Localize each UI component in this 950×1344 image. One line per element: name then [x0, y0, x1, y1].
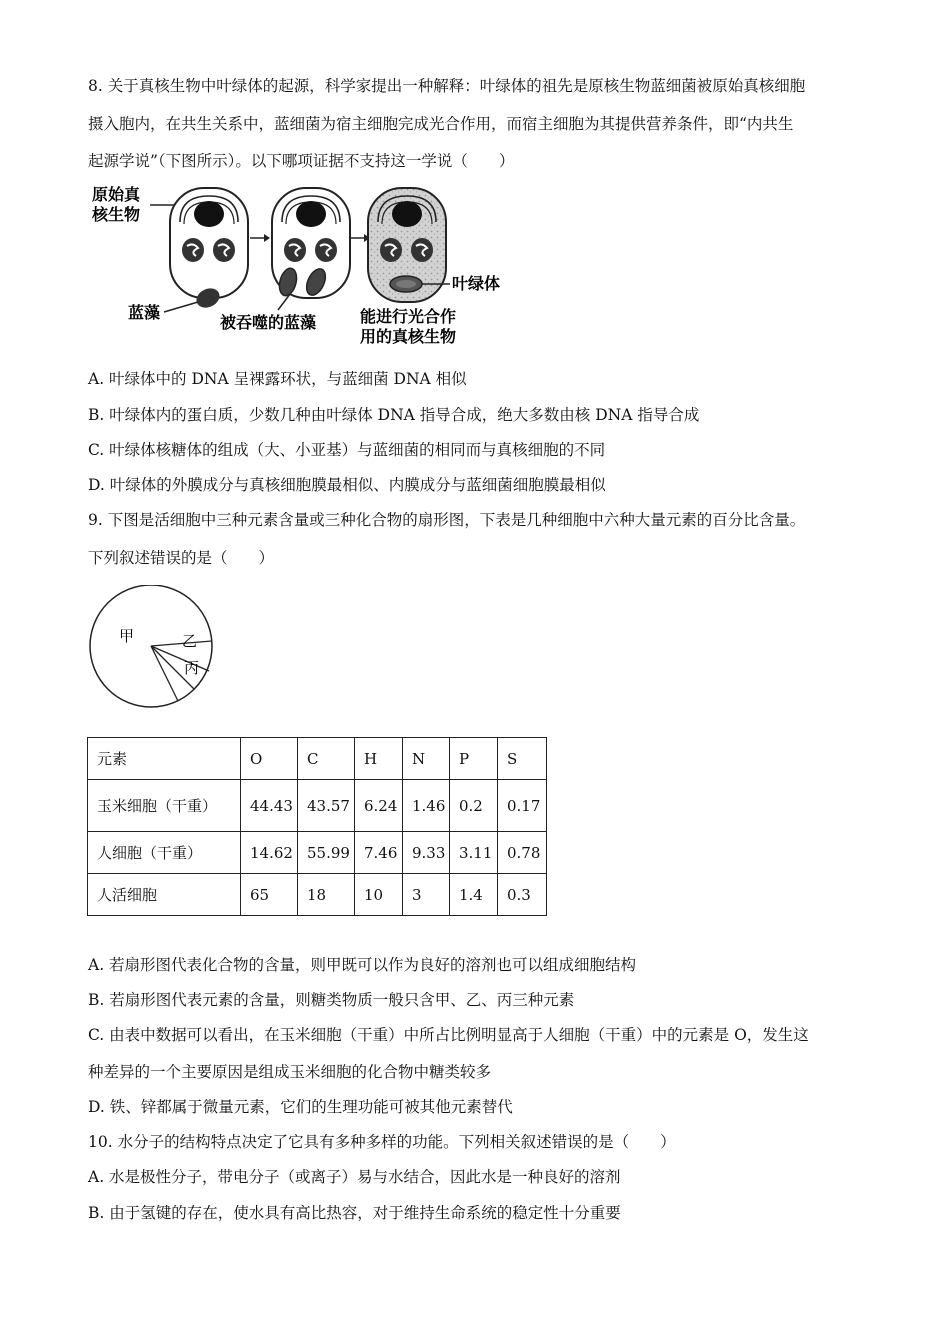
table-cell: 65 — [241, 874, 298, 916]
element-content-table — [87, 737, 547, 916]
label-primitive-eukaryote-2: 核生物 — [92, 205, 141, 224]
table-cell: 6.24 — [355, 780, 403, 832]
cell-primitive — [170, 188, 248, 298]
table-cell: 玉米细胞（干重） — [88, 780, 241, 832]
q8-option-b: B. 叶绿体内的蛋白质，少数几种由叶绿体 DNA 指导合成，绝大多数由核 DNA 指导合成 — [88, 406, 700, 424]
q9-option-d: D. 铁、锌都属于微量元素，它们的生理功能可被其他元素替代 — [88, 1098, 513, 1116]
q9-option-c-line-1: C. 由表中数据可以看出，在玉米细胞（干重）中所占比例明显高于人细胞（干重）中的元素是 O，发生这 — [88, 1026, 809, 1044]
pie-label-bing: 丙 — [184, 659, 200, 677]
table-cell: 7.46 — [355, 832, 403, 874]
mitochondrion-icon — [315, 238, 337, 262]
cell-engulfing — [272, 188, 350, 298]
label-chloroplast: 叶绿体 — [452, 274, 501, 293]
table-cell: 1.46 — [403, 780, 450, 832]
mitochondrion-icon — [182, 238, 204, 262]
table-cell: 43.57 — [298, 780, 355, 832]
table-cell: 1.4 — [450, 874, 498, 916]
table-header-cell: P — [450, 738, 498, 780]
table-cell: 10 — [355, 874, 403, 916]
label-photosynthetic-eukaryote-1: 能进行光合作 — [360, 307, 457, 326]
q9-option-c-line-2: 种差异的一个主要原因是组成玉米细胞的化合物中糖类较多 — [88, 1063, 492, 1081]
pie-label-jia: 甲 — [119, 627, 135, 645]
q10-stem: 10. 水分子的结构特点决定了它具有多种多样的功能。下列相关叙述错误的是（ ） — [88, 1133, 676, 1151]
q8-stem-line-2: 摄入胞内，在共生关系中，蓝细菌为宿主细胞完成光合作用，而宿主细胞为其提供营养条件，即“内共生 — [88, 115, 794, 133]
q9-stem-line-2: 下列叙述错误的是（ ） — [88, 549, 275, 567]
sector-pie-chart — [86, 585, 216, 710]
table-header-cell: H — [355, 738, 403, 780]
table-header-cell: N — [403, 738, 450, 780]
table-cell: 3 — [403, 874, 450, 916]
table-header-cell: C — [298, 738, 355, 780]
q8-option-d: D. 叶绿体的外膜成分与真核细胞膜最相似、内膜成分与蓝细菌细胞膜最相似 — [88, 476, 606, 494]
q8-stem-line-3: 起源学说”（下图所示）。以下哪项证据不支持这一学说（ ） — [88, 152, 515, 170]
table-cell: 人活细胞 — [88, 874, 241, 916]
table-cell: 55.99 — [298, 832, 355, 874]
q10-option-a: A. 水是极性分子，带电分子（或离子）易与水结合，因此水是一种良好的溶剂 — [88, 1168, 621, 1186]
table-header-row — [88, 738, 547, 780]
table-cell: 3.11 — [450, 832, 498, 874]
label-cyanobacteria: 蓝藻 — [128, 303, 161, 322]
pie-label-yi: 乙 — [182, 632, 198, 650]
q8-option-c: C. 叶绿体核糖体的组成（大、小亚基）与蓝细菌的相同而与真核细胞的不同 — [88, 441, 606, 459]
q8-option-a: A. 叶绿体中的 DNA 呈裸露环状，与蓝细菌 DNA 相似 — [88, 370, 467, 388]
table-header-cell: O — [241, 738, 298, 780]
table-header-cell: S — [498, 738, 547, 780]
table-cell: 0.2 — [450, 780, 498, 832]
label-primitive-eukaryote-1: 原始真 — [92, 185, 141, 204]
table-cell: 0.78 — [498, 832, 547, 874]
table-cell: 9.33 — [403, 832, 450, 874]
cell-photosynthetic — [368, 188, 446, 302]
mitochondrion-icon — [411, 238, 433, 262]
table-row — [88, 874, 547, 916]
label-engulfed-cyanobacteria: 被吞噬的蓝藻 — [220, 313, 317, 332]
endosymbiosis-figure — [88, 182, 508, 350]
table-header-cell: 元素 — [88, 738, 241, 780]
table-row — [88, 780, 547, 832]
table-cell: 18 — [298, 874, 355, 916]
q10-option-b: B. 由于氢键的存在，使水具有高比热容，对于维持生命系统的稳定性十分重要 — [88, 1204, 621, 1222]
table-cell: 44.43 — [241, 780, 298, 832]
mitochondrion-icon — [380, 238, 402, 262]
table-row — [88, 832, 547, 874]
table-cell: 14.62 — [241, 832, 298, 874]
q9-option-a: A. 若扇形图代表化合物的含量，则甲既可以作为良好的溶剂也可以组成细胞结构 — [88, 956, 637, 974]
q9-stem-line-1: 9. 下图是活细胞中三种元素含量或三种化合物的扇形图，下表是几种细胞中六种大量元素的百分比含量。 — [88, 511, 806, 529]
table-cell: 人细胞（干重） — [88, 832, 241, 874]
q9-option-b: B. 若扇形图代表元素的含量，则糖类物质一般只含甲、乙、丙三种元素 — [88, 991, 575, 1009]
q8-stem-line-1: 8. 关于真核生物中叶绿体的起源，科学家提出一种解释：叶绿体的祖先是原核生物蓝细菌被原始真核细胞 — [88, 77, 806, 95]
arrow-icon — [250, 234, 270, 242]
mitochondrion-icon — [284, 238, 306, 262]
table-cell: 0.17 — [498, 780, 547, 832]
label-photosynthetic-eukaryote-2: 用的真核生物 — [360, 327, 457, 346]
mitochondrion-icon — [213, 238, 235, 262]
table-cell: 0.3 — [498, 874, 547, 916]
